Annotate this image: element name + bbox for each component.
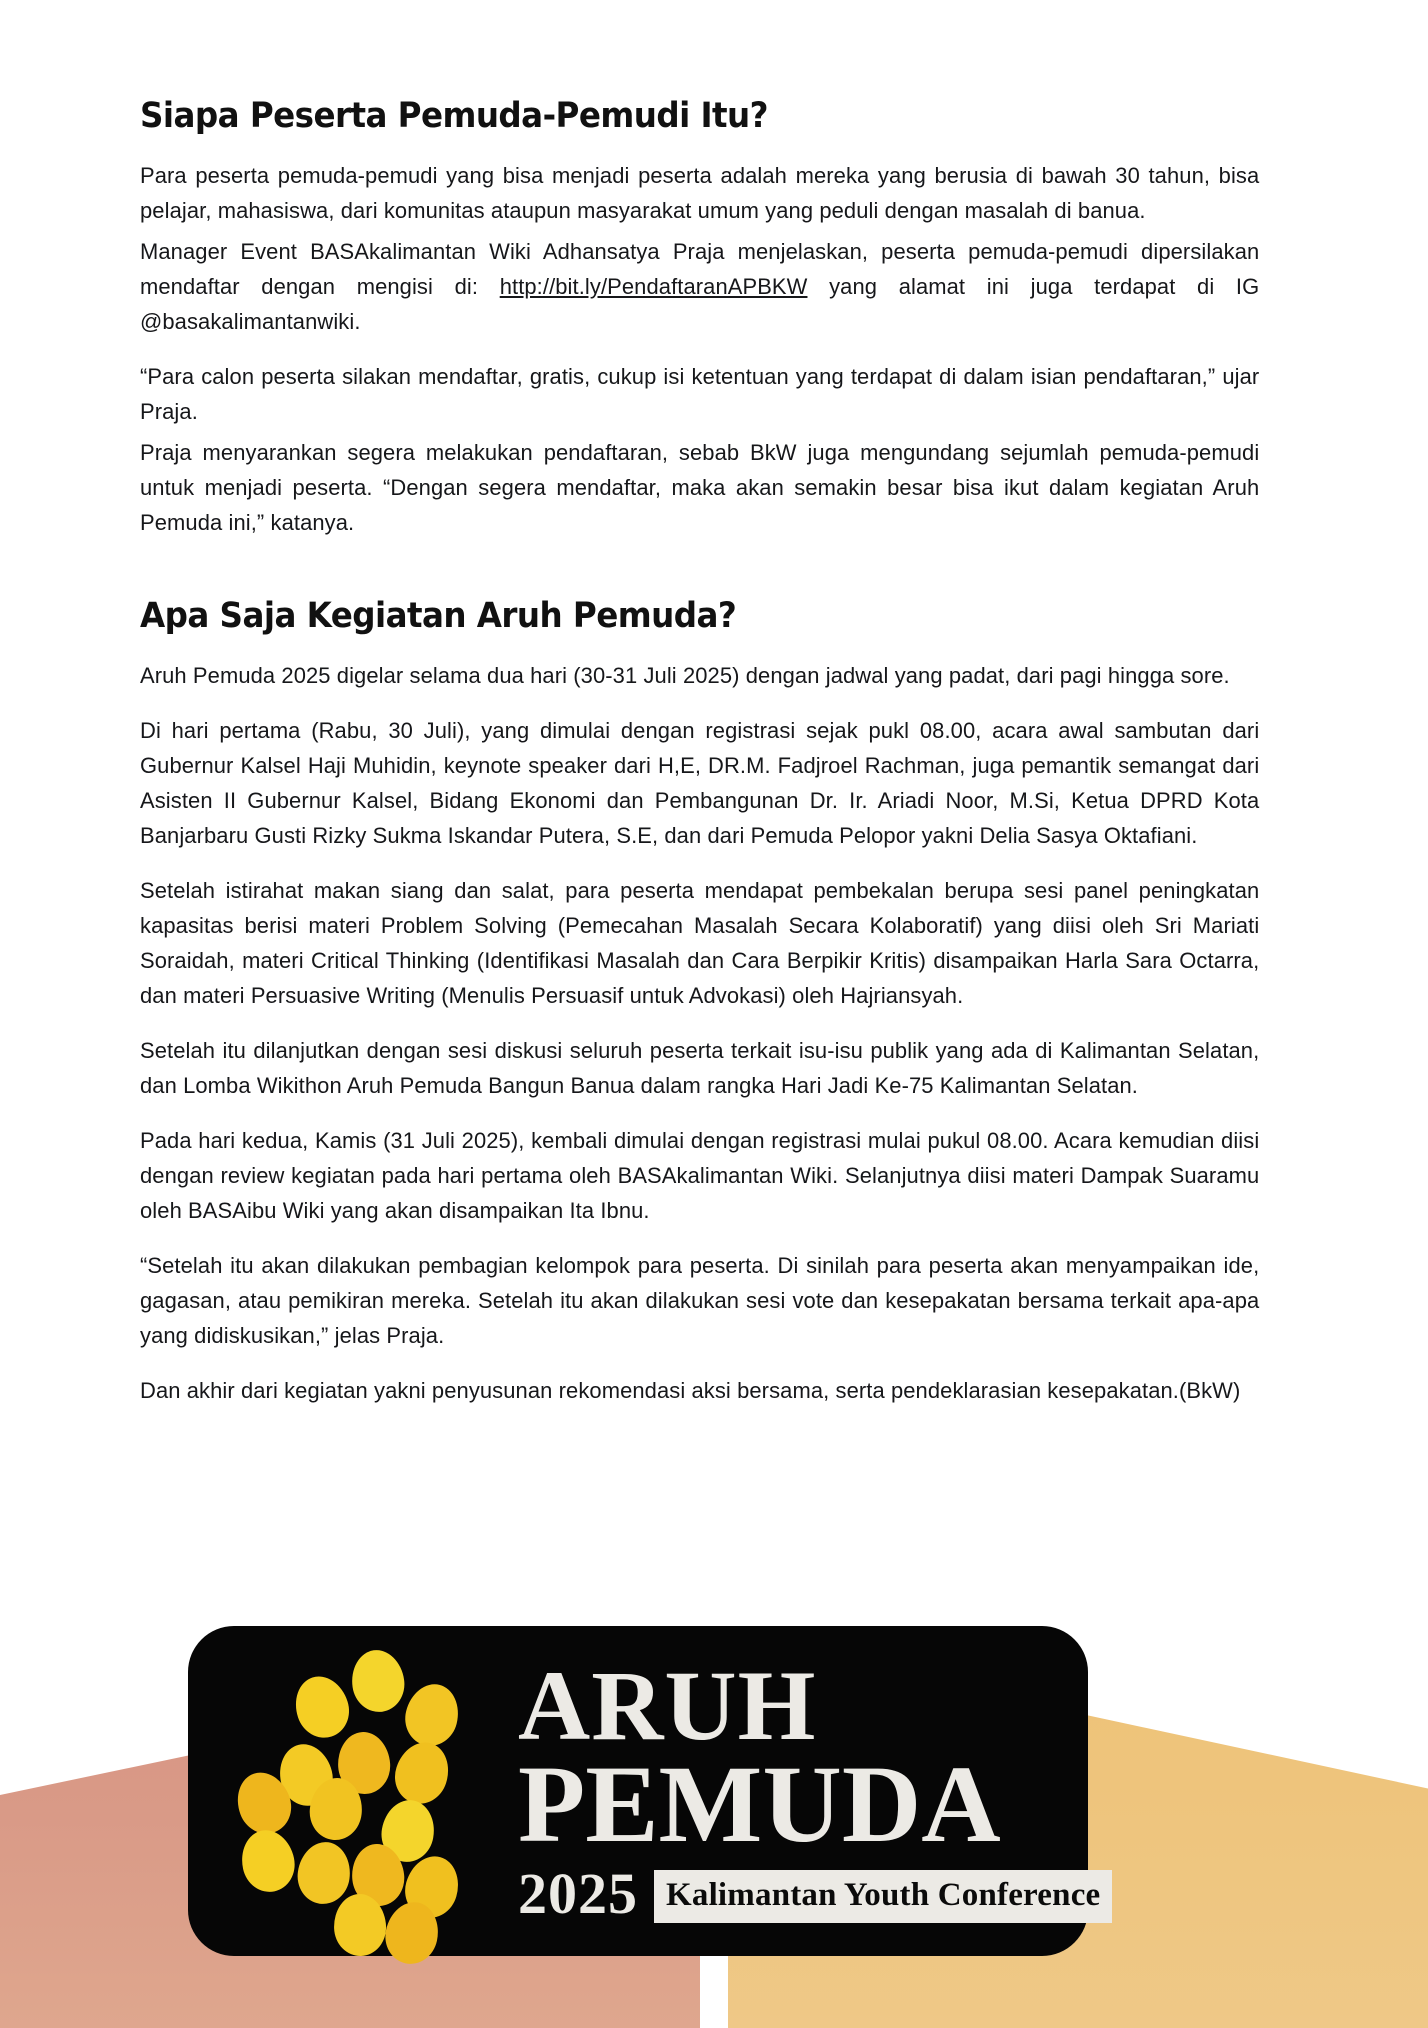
logo-word-pemuda: PEMUDA [518,1743,1001,1866]
logo-word-aruh: ARUH [518,1650,817,1762]
paragraph: Para peserta pemuda-pemudi yang bisa menjadi peserta adalah mereka yang berusia di bawah 30 tahun, bisa pelajar, mahasiswa, dari komunitas ataupun masyarakat umum yang peduli dengan masalah di banua. [140,163,1260,223]
logo-bottom-row [518,1860,1101,1926]
page-title-section-1: Siapa Peserta Pemuda-Pemudi Itu? [140,96,768,136]
paragraph: Pada hari kedua, Kamis (31 Juli 2025), kembali dimulai dengan registrasi mulai pukul 08.00. Acara kemudian diisi dengan review kegiatan pada hari pertama oleh BASAkalimantan Wiki. Selanjutnya diisi materi Dampak Suaramu oleh BASAibu Wiki yang akan disampaikan Ita Ibnu. [140,1128,1260,1223]
logo-text-block [518,1644,1101,1938]
paragraph: Dan akhir dari kegiatan yakni penyusunan rekomendasi aksi bersama, serta pendeklarasian kesepakatan.(BkW) [140,1378,1241,1403]
paragraph: Praja menyarankan segera melakukan pendaftaran, sebab BkW juga mengundang sejumlah pemuda-pemudi untuk menjadi peserta. “Dengan segera mendaftar, maka akan semakin besar bisa ikut dalam kegiatan Aruh Pemuda ini,” katanya. [140,440,1260,535]
paragraph: Aruh Pemuda 2025 digelar selama dua hari (30-31 Juli 2025) dengan jadwal yang padat, dari pagi hingga sore. [140,663,1230,688]
paragraph: Setelah itu dilanjutkan dengan sesi diskusi seluruh peserta terkait isu-isu publik yang ada di Kalimantan Selatan, dan Lomba Wikithon Aruh Pemuda Bangun Banua dalam rangka Hari Jadi Ke-75 Kalimantan Selatan. [140,1038,1260,1098]
paragraph-with-link [140,234,1259,339]
registration-link[interactable]: http://bit.ly/PendaftaranAPBKW [499,274,808,299]
paragraph: Setelah istirahat makan siang dan salat, para peserta mendapat pembekalan berupa sesi panel peningkatan kapasitas berisi materi Problem Solving (Pemecahan Masalah Secara Kolaboratif) yang diisi oleh Sri Mariati Soraidah, materi Critical Thinking (Identifikasi Masalah dan Cara Berpikir Kritis) disampaikan Harla Sara Octarra, dan materi Persuasive Writing (Menulis Persuasif untuk Advokasi) oleh Hajriansyah. [140,878,1260,1008]
paragraph-text-before-link: Manager Event BASAkalimantan Wiki Adhansatya Praja menjelaskan, peserta pemuda-pemudi dipersilakan mendaftar dengan mengisi di: [140,239,1260,299]
logo-tagline-badge: Kalimantan Youth Conference [654,1870,1112,1923]
page-title-section-2: Apa Saja Kegiatan Aruh Pemuda? [140,596,737,636]
paragraph: “Para calon peserta silakan mendaftar, gratis, cukup isi ketentuan yang terdapat di dalam isian pendaftaran,” ujar Praja. [140,364,1260,424]
paragraph: “Setelah itu akan dilakukan pembagian kelompok para peserta. Di sinilah para peserta akan menyampaikan ide, gagasan, atau pemikiran mereka. Setelah itu akan dilakukan sesi vote dan kesepakatan bersama terkait apa-apa yang didiskusikan,” jelas Praja. [140,1253,1260,1348]
paragraph-text-after-link: yang alamat ini juga terdapat di IG @basakalimantanwiki. [140,274,1260,334]
aruh-pemuda-logo [188,1626,1101,1956]
flower-petals-icon [234,1650,514,1935]
paragraph: Di hari pertama (Rabu, 30 Juli), yang dimulai dengan registrasi sejak pukl 08.00, acara awal sambutan dari Gubernur Kalsel Haji Muhidin, keynote speaker dari H,E, DR.M. Fadjroel Rachman, juga pemantik semangat dari Asisten II Gubernur Kalsel, Bidang Ekonomi dan Pembangunan Dr. Ir. Ariadi Noor, M.Si, Ketua DPRD Kota Banjarbaru Gusti Rizky Sukma Iskandar Putera, S.E, dan dari Pemuda Pelopor yakni Delia Sasya Oktafiani. [140,718,1260,848]
logo-year: 2025 [518,1860,638,1926]
